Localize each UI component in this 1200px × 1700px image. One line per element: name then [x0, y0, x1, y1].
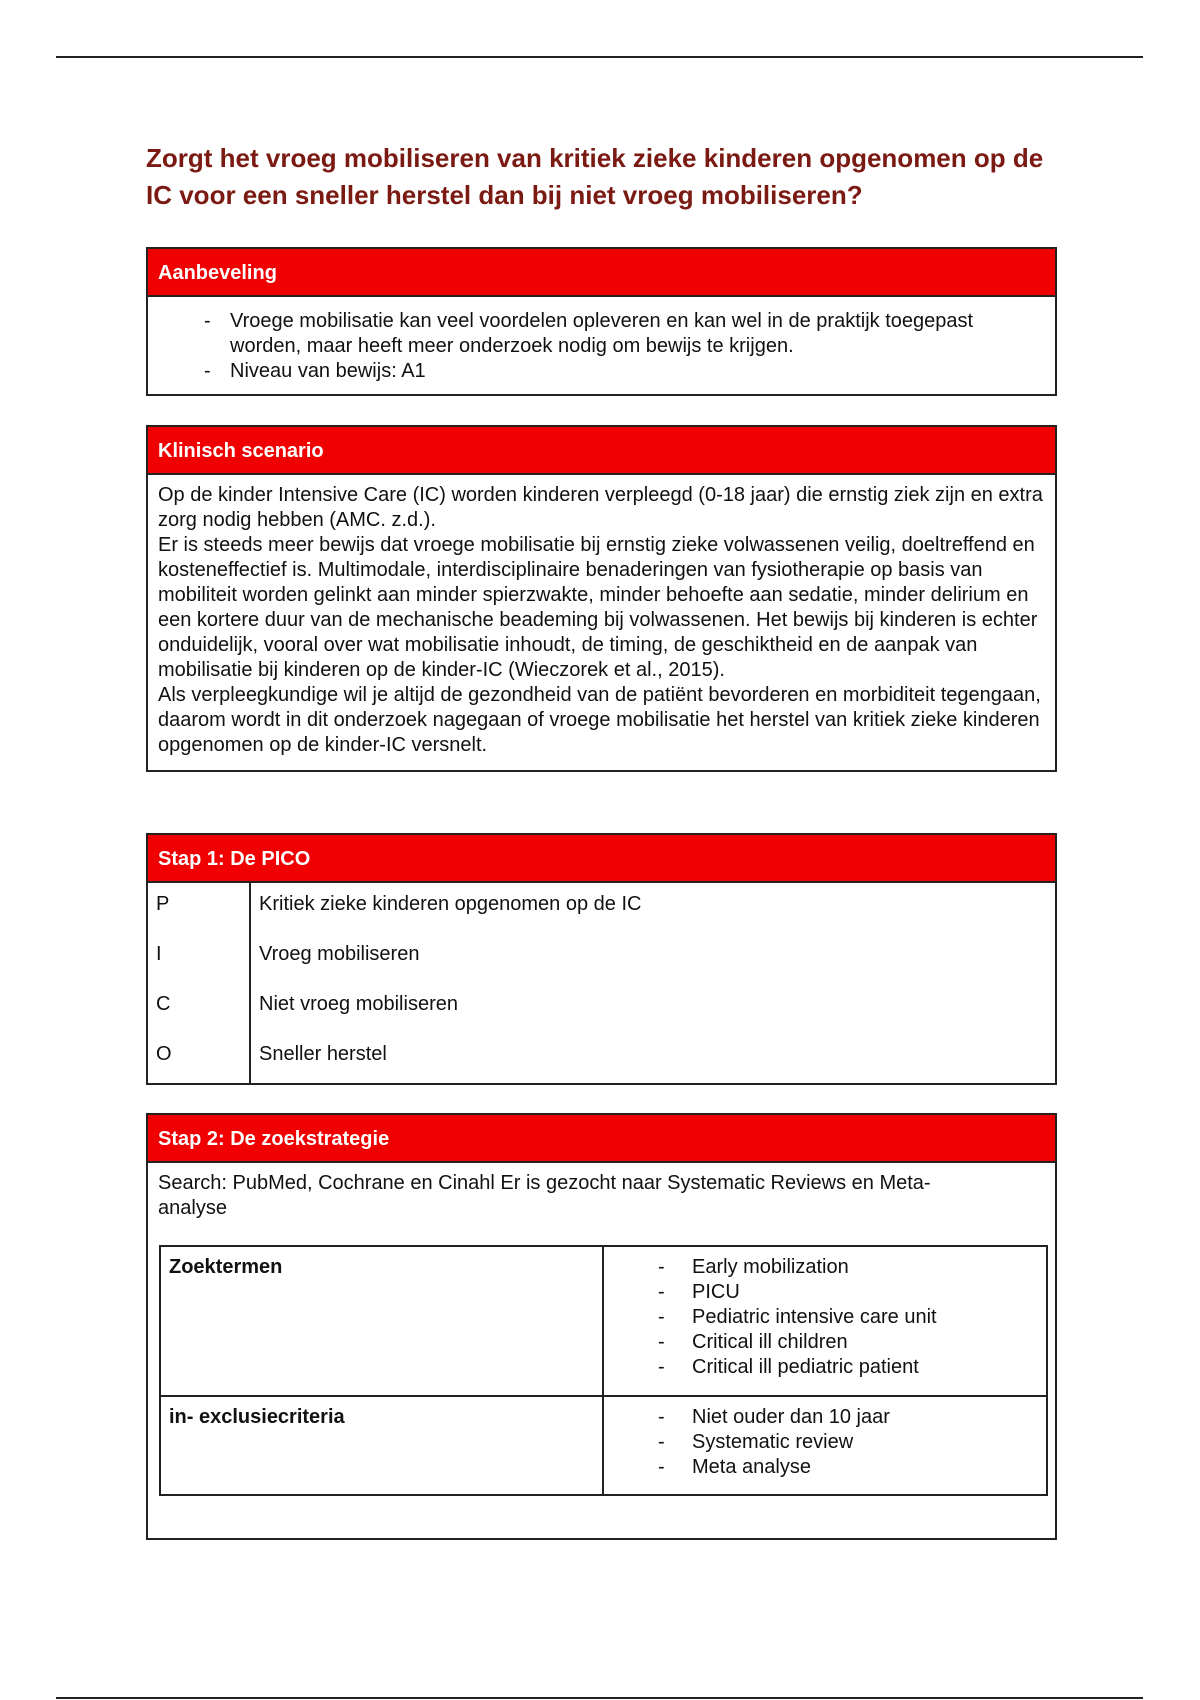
list-item: - Vroege mobilisatie kan veel voordelen opleveren en kan wel in de praktijk toegepast worden, maar heeft meer onderzoek nodig om bewijs te krijgen. — [158, 309, 1045, 359]
pico-table — [148, 883, 1055, 1083]
klinisch-scenario-section — [146, 425, 1057, 772]
row-label: Zoektermen — [160, 1246, 603, 1396]
pico-key: C — [148, 983, 251, 1033]
pico-value: Niet vroeg mobiliseren — [259, 993, 458, 1015]
list-item: - Pediatric intensive care unit — [612, 1305, 1038, 1330]
pico-section — [146, 833, 1057, 1085]
list-item: - PICU — [612, 1280, 1038, 1305]
pico-value: Kritiek zieke kinderen opgenomen op de IC — [259, 893, 642, 915]
zoekstrategie-section — [146, 1113, 1057, 1540]
pico-key: P — [148, 883, 251, 933]
list-item: - Niet ouder dan 10 jaar — [612, 1405, 1038, 1430]
list-item: - Niveau van bewijs: A1 — [158, 359, 1045, 384]
list-item: - Early mobilization — [612, 1255, 1038, 1280]
paragraph: Op de kinder Intensive Care (IC) worden kinderen verpleegd (0-18 jaar) die ernstig ziek zijn en extra zorg nodig hebben (AMC. z.d.). — [158, 484, 1043, 531]
list-item: - Critical ill pediatric patient — [612, 1355, 1038, 1380]
table-row — [160, 1396, 1047, 1495]
pico-key: O — [148, 1033, 251, 1083]
table-row — [160, 1246, 1047, 1396]
aanbeveling-section — [146, 247, 1057, 396]
page-title: Zorgt het vroeg mobiliseren van kritiek zieke kinderen opgenomen op de IC voor een sneller herstel dan bij niet vroeg mobiliseren? — [146, 143, 1044, 210]
row-label: in- exclusiecriteria — [160, 1396, 603, 1495]
paragraph: Als verpleegkundige wil je altijd de gezondheid van de patiënt bevorderen en morbiditeit tegengaan, daarom wordt in dit onderzoek nagegaan of vroege mobilisatie het herstel van kritiek zieke kinderen opgenomen op de kinder-IC versnelt. — [158, 684, 1041, 756]
list-item: - Systematic review — [612, 1430, 1038, 1455]
paragraph: Er is steeds meer bewijs dat vroege mobilisatie bij ernstig zieke volwassenen veilig, doeltreffend en kosteneffectief is. Multimodale, interdisciplinaire benaderingen van fysiotherapie op basis van mobiliteit worden gelinkt aan minder spierzwakte, minder behoefte aan sedatie, minder delirium en een kortere duur van de mechanische beademing bij volwassenen. Het bewijs bij kinderen is echter onduidelijk, vooral over wat mobilisatie inhoudt, de timing, de geschiktheid en de aanpak van mobilisatie bij kinderen op de kinder-IC (Wieczorek et al., 2015). — [158, 534, 1038, 681]
pico-key: I — [148, 933, 251, 983]
list-item: - Meta analyse — [612, 1455, 1038, 1480]
pico-value: Vroeg mobiliseren — [259, 943, 420, 965]
search-intro: Search: PubMed, Cochrane en Cinahl Er is gezocht naar Systematic Reviews en Meta-analyse — [158, 1172, 931, 1219]
pico-value: Sneller herstel — [259, 1043, 387, 1065]
footer-rule — [56, 1697, 1143, 1699]
section-header: Stap 2: De zoekstrategie — [148, 1115, 1055, 1163]
search-table — [159, 1245, 1048, 1496]
section-header: Klinisch scenario — [148, 427, 1055, 475]
list-item: - Critical ill children — [612, 1330, 1038, 1355]
section-header: Aanbeveling — [148, 249, 1055, 297]
section-header: Stap 1: De PICO — [148, 835, 1055, 883]
header-rule — [56, 56, 1143, 58]
